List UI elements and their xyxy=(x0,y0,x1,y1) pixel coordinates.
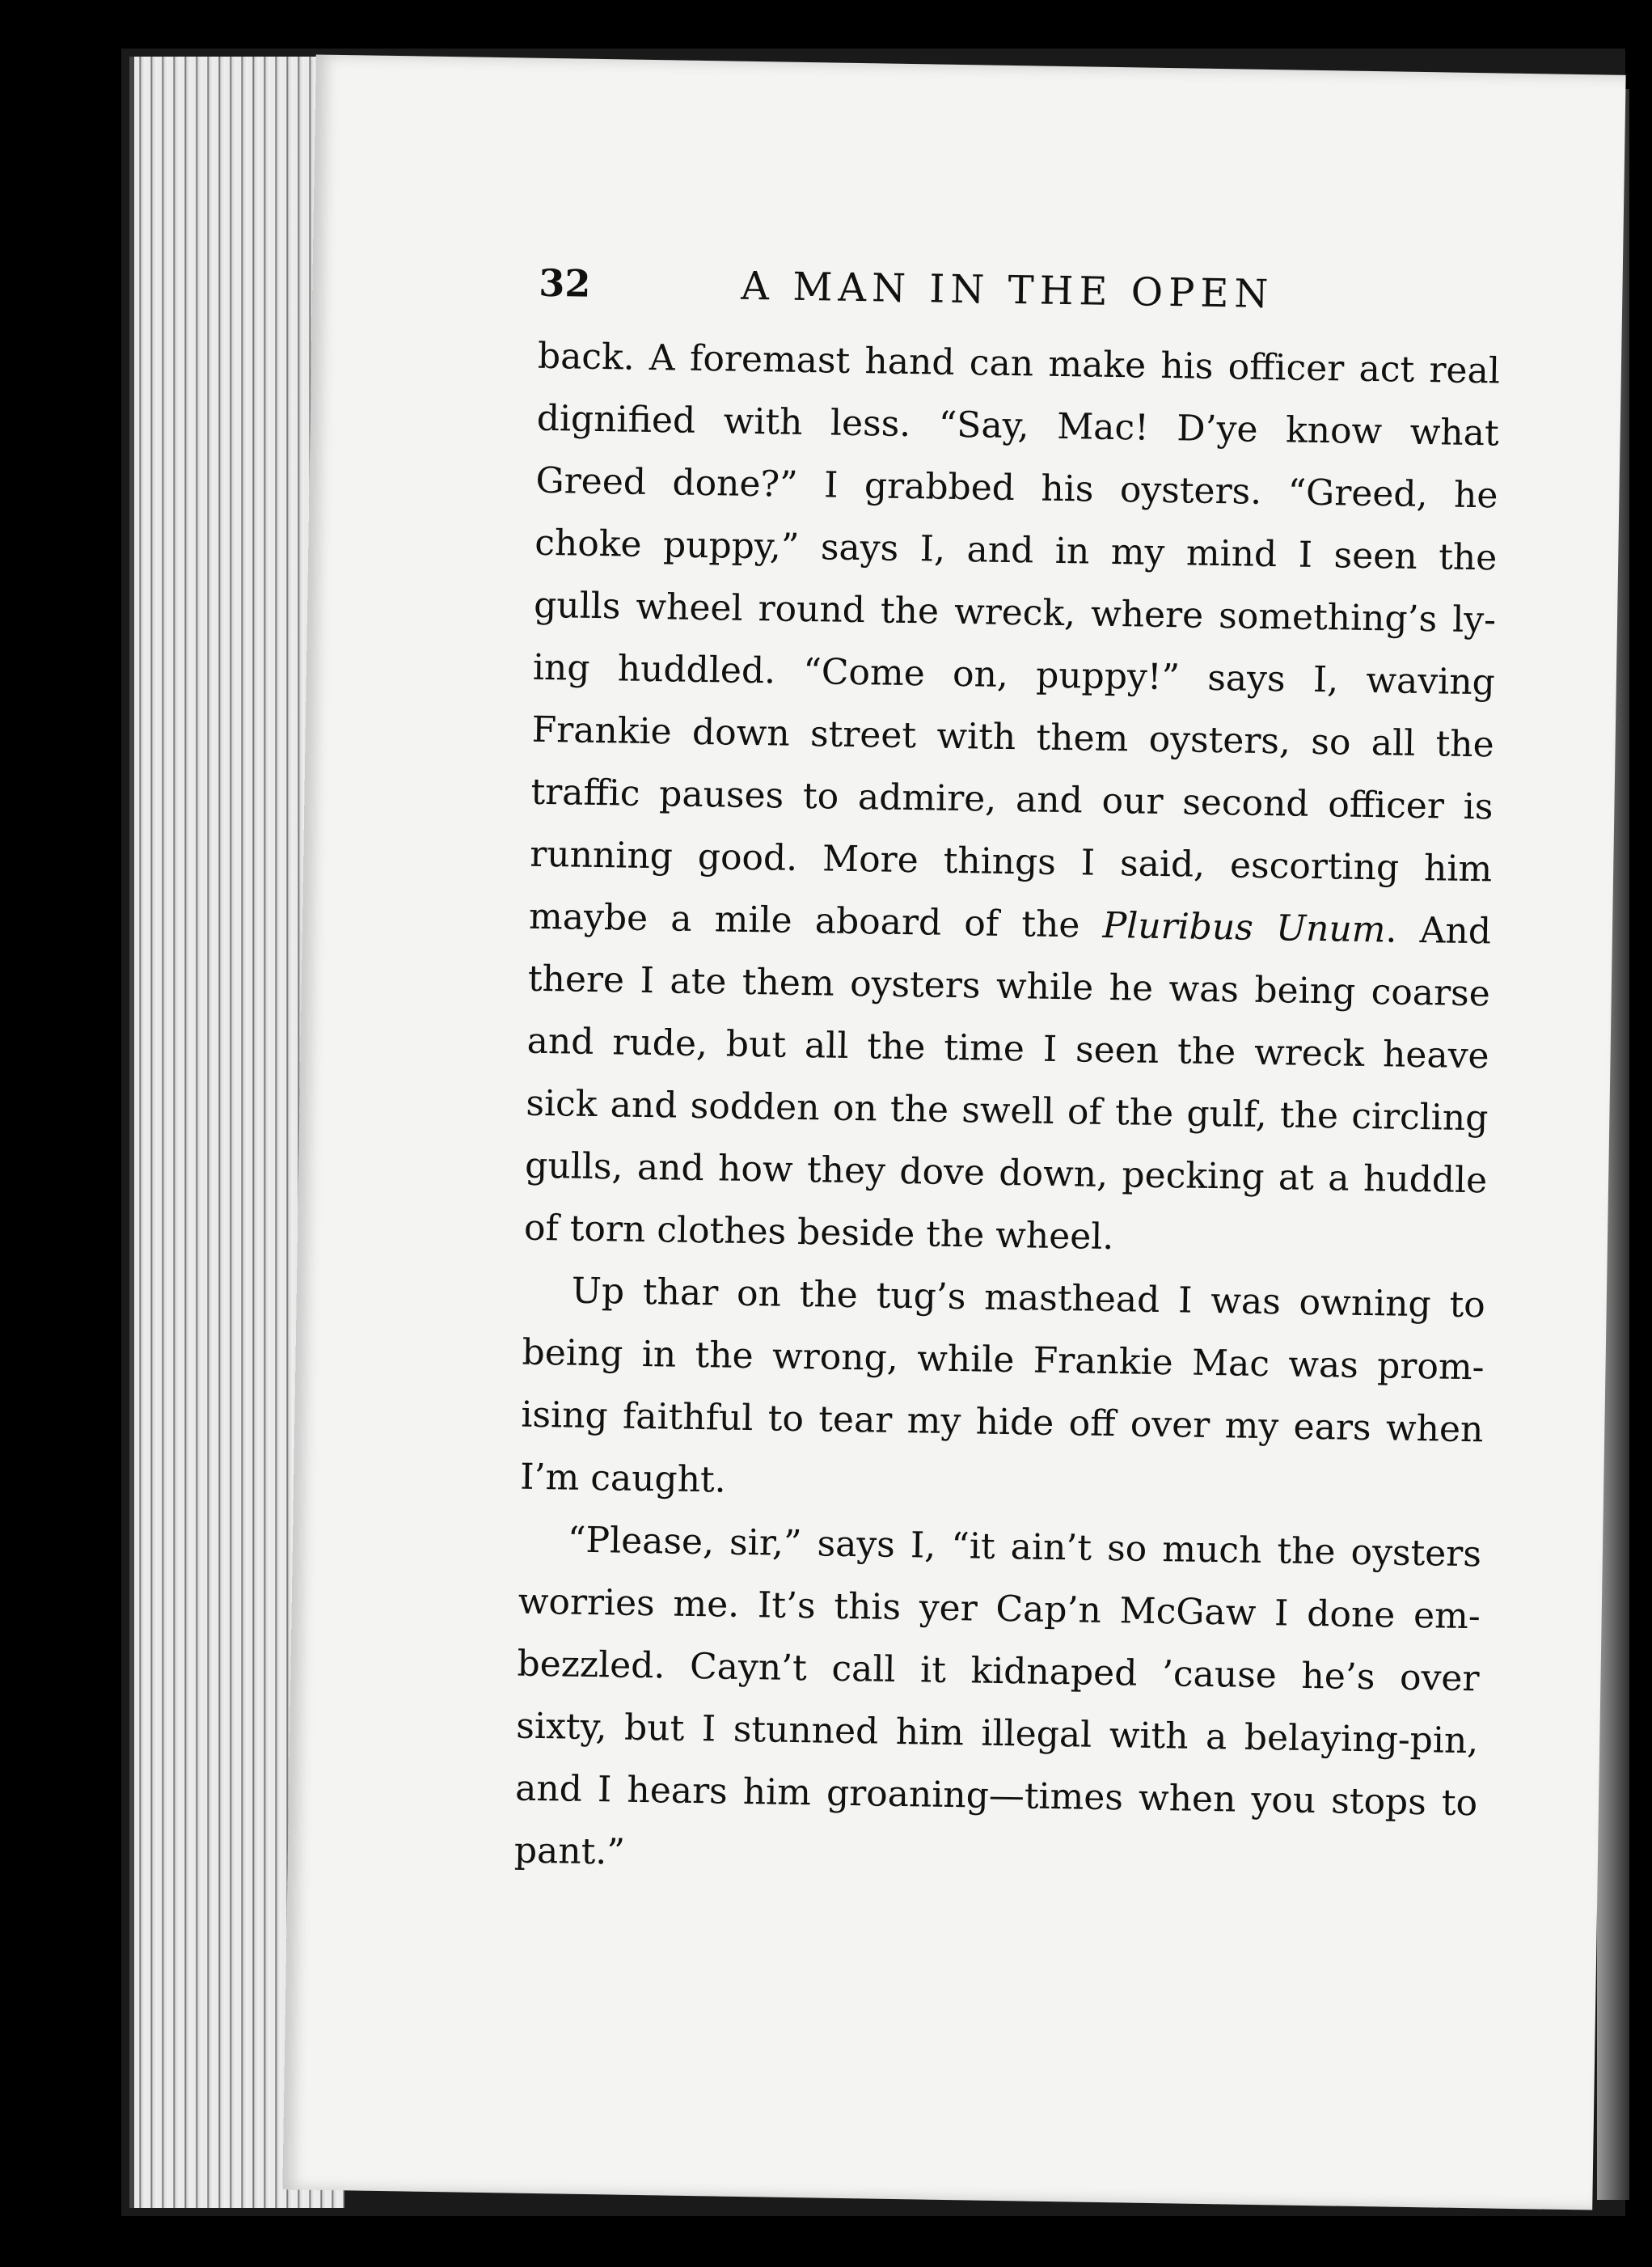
text-line: gulls, and how they dove down, pecking at a huddle xyxy=(524,1144,1488,1202)
book-page xyxy=(282,54,1625,2210)
text-line: worries me. It’s this yer Cap’n McGaw I done em- xyxy=(518,1580,1481,1638)
paragraph-3 xyxy=(513,1508,1481,1897)
text-line: “Please, sir,” says I, “it ain’t so much the oysters xyxy=(567,1519,1482,1575)
text-line: I’m caught. xyxy=(519,1456,727,1501)
text-line: choke puppy,” says I, and in my mind I seen the xyxy=(534,522,1498,579)
text-line: Up thar on the tug’s masthead I was owning to xyxy=(571,1270,1486,1326)
text-line: ing huddled. “Come on, puppy!” says I, waving xyxy=(532,646,1496,704)
text-line: there I ate them oysters while he was being coarse xyxy=(527,958,1491,1015)
running-head xyxy=(539,244,1502,332)
running-title: A MAN IN THE OPEN xyxy=(740,263,1274,318)
text-line: Frankie down street with them oysters, so all the xyxy=(531,708,1495,766)
text-line: gulls wheel round the wreck, where something’s ly- xyxy=(533,584,1497,641)
text-line: Greed done?” I grabbed his oysters. “Greed, he xyxy=(535,459,1498,517)
text-line: sixty, but I stunned him illegal with a belaying-pin, xyxy=(516,1705,1479,1762)
paragraph-2 xyxy=(520,1259,1486,1524)
text-line: back. A foremast hand can make his officer act real xyxy=(537,335,1501,392)
text-line: and I hears him groaning—times when you stops to xyxy=(514,1767,1478,1825)
page-text-block xyxy=(513,244,1502,1897)
text-line: traffic pauses to admire, and our second officer is xyxy=(530,771,1494,828)
text-line: maybe a mile aboard of the Pluribus Unum. And xyxy=(528,895,1492,953)
text-line: dignified with less. “Say, Mac! D’ye know what xyxy=(536,397,1500,455)
text-line: pant.” xyxy=(513,1829,626,1873)
text-line: being in the wrong, while Frankie Mac was prom- xyxy=(522,1331,1485,1389)
page-number: 32 xyxy=(539,260,591,306)
text-line: of torn clothes beside the wheel. xyxy=(523,1207,1114,1258)
text-line: ising faithful to tear my hide off over my ears when xyxy=(521,1394,1484,1451)
text-line: and rude, but all the time I seen the wreck heave xyxy=(526,1020,1489,1077)
text-line: running good. More things I said, escorting him xyxy=(529,833,1493,890)
paragraph-1 xyxy=(523,325,1500,1275)
text-line: sick and sodden on the swell of the gulf, the circling xyxy=(526,1082,1489,1140)
ship-name: Pluribus Unum xyxy=(1102,904,1386,951)
text-line: bezzled. Cayn’t call it kidnaped ’cause he’s over xyxy=(517,1643,1480,1700)
